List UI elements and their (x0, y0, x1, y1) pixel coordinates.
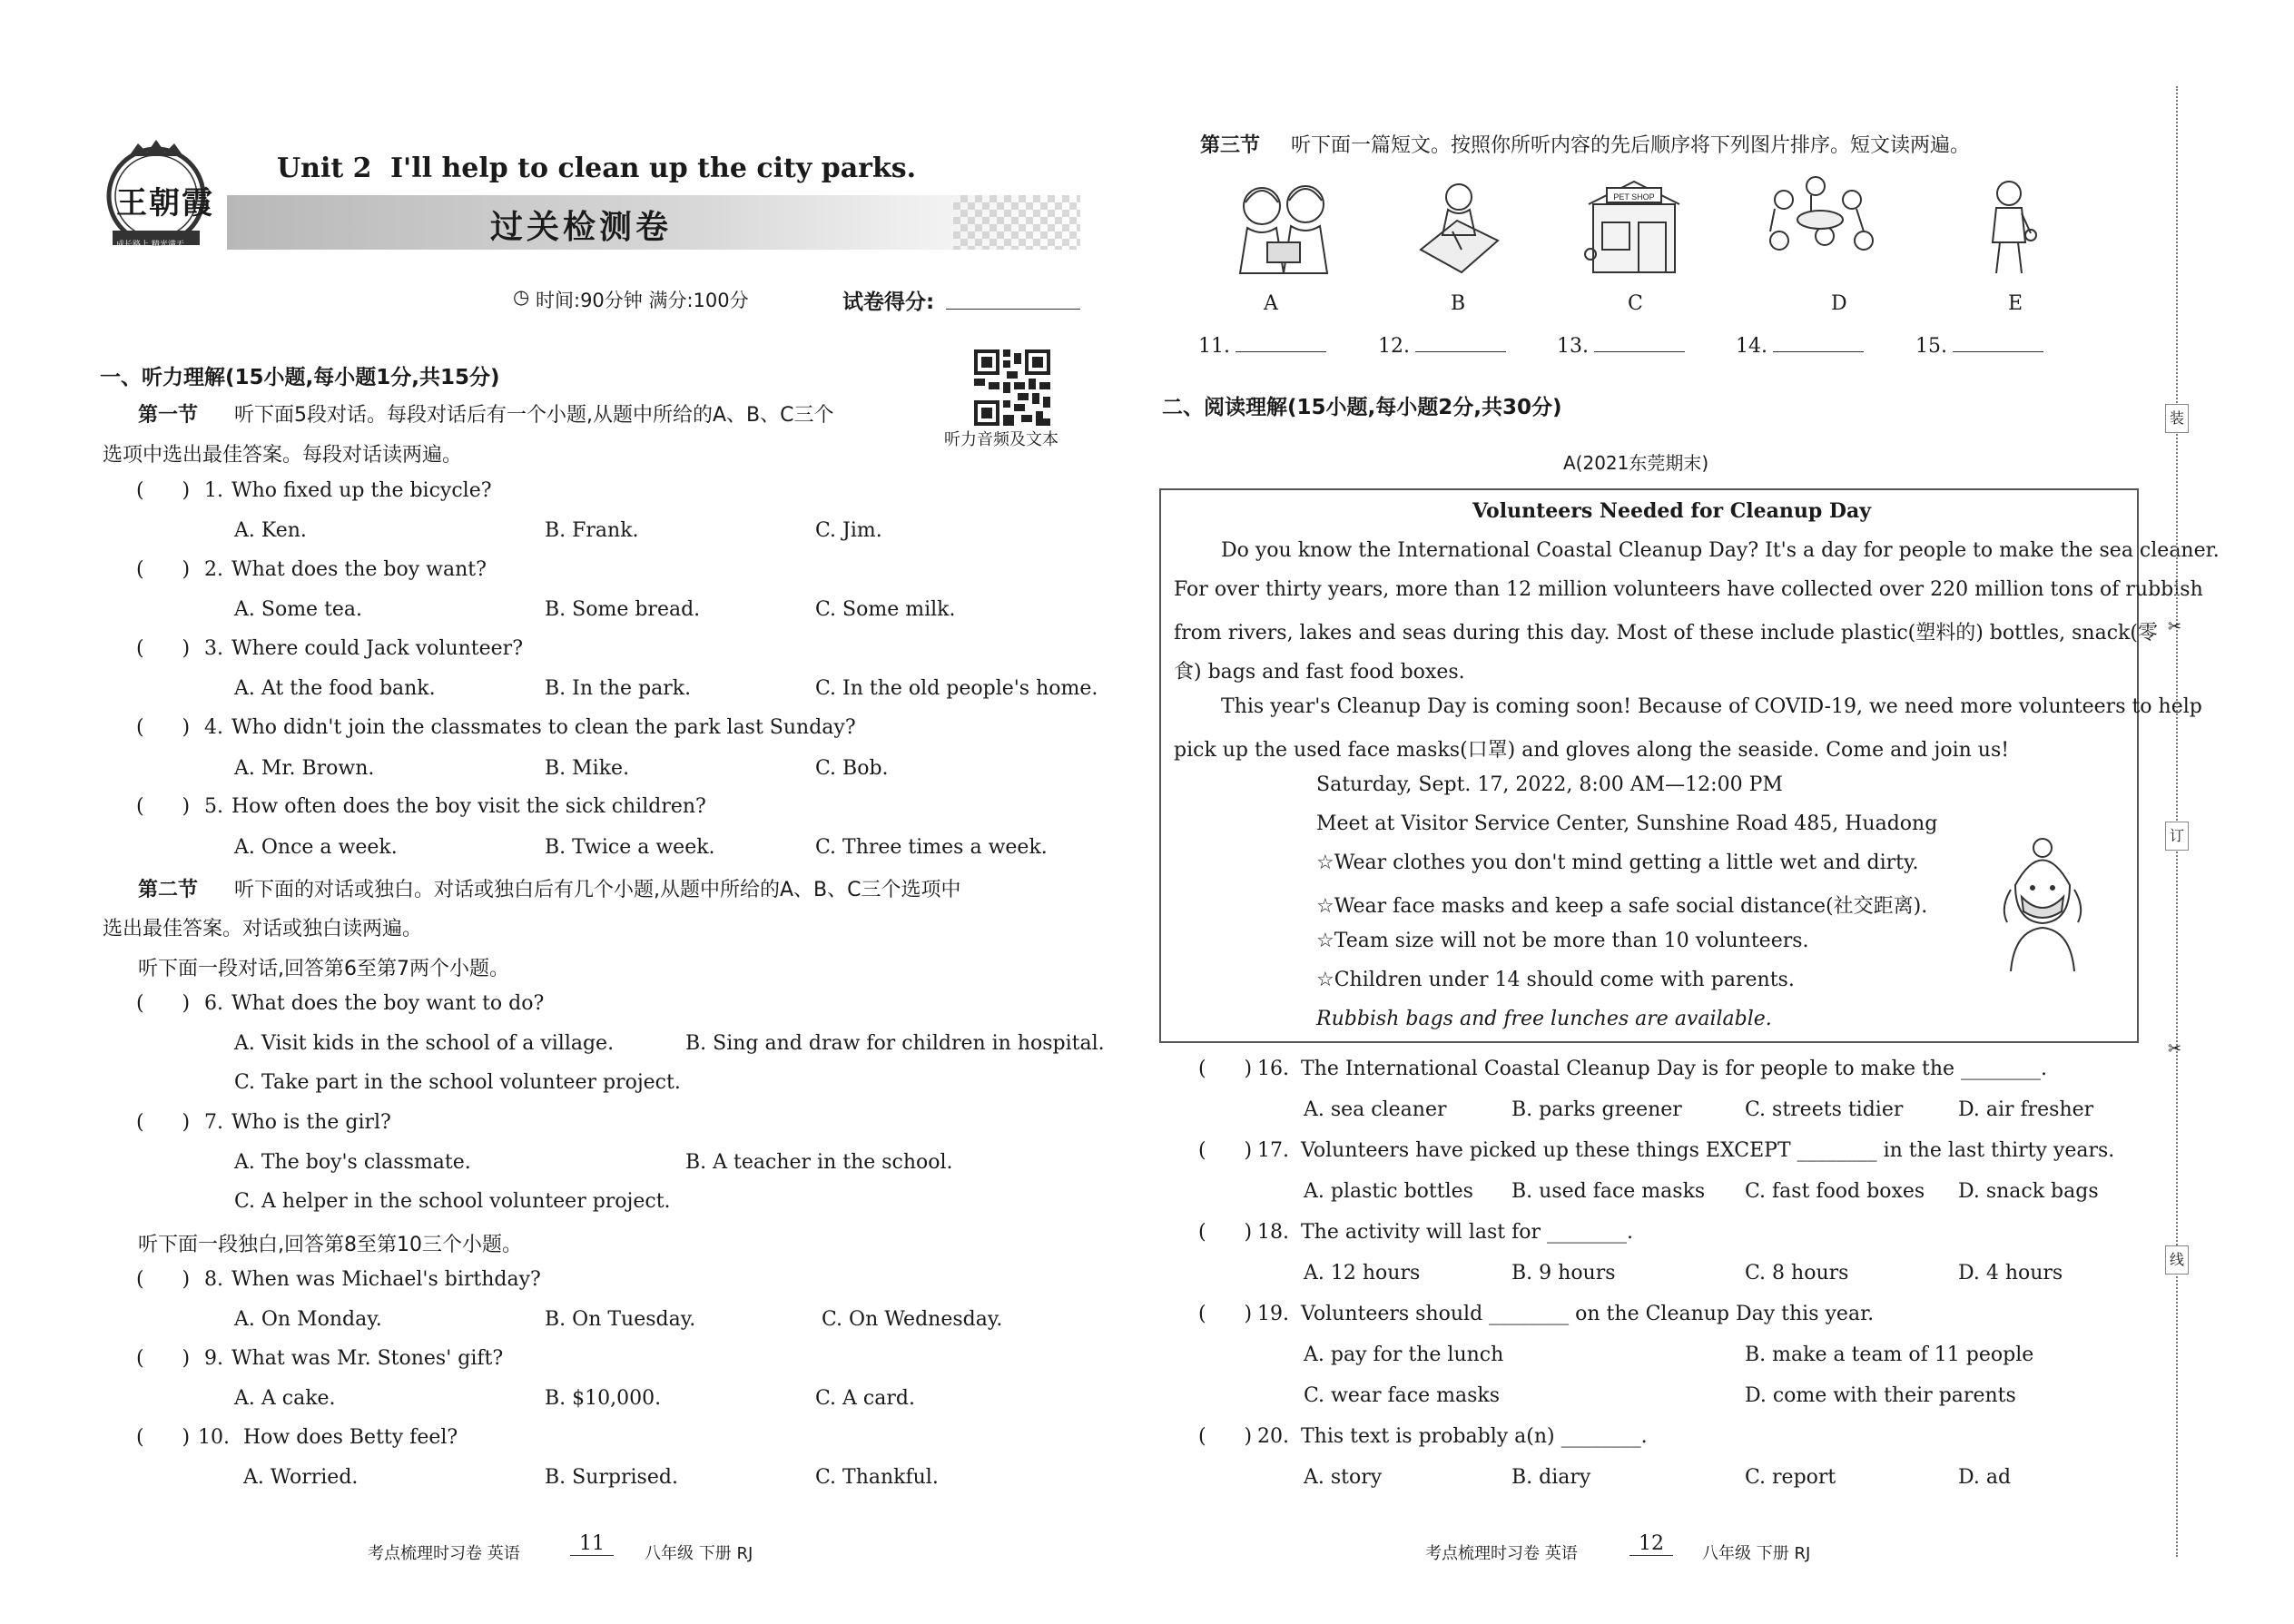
option-c[interactable]: C. Take part in the school volunteer project. (234, 1071, 681, 1094)
picture-label-e: E (2008, 292, 2023, 315)
question-stem: Where could Jack volunteer? (231, 637, 523, 660)
brand-tagline: 成长路上 精光满天 (116, 241, 184, 250)
exam-meta: 时间:90分钟 满分:100分 (536, 290, 749, 311)
blank-11[interactable]: 11. (1198, 335, 1326, 358)
option-a[interactable]: A. The boy's classmate. (234, 1151, 471, 1174)
page-number: 12 (1629, 1532, 1673, 1556)
dialog-intro: 听下面一段对话,回答第6至第7两个小题。 (138, 958, 509, 980)
exam-title: 过关检测卷 (490, 209, 673, 246)
rule-1: ☆Wear clothes you don't mind getting a little wet and dirty. (1316, 851, 1919, 874)
picture-label-a: A (1264, 292, 1278, 315)
question-stem: The activity will last for ________. (1301, 1221, 1633, 1244)
part2-intro: 听下面的对话或独白。对话或独白后有几个小题,从题中所给的A、B、C三个选项中 (234, 879, 961, 901)
option-b[interactable]: B. Some bread. (545, 598, 701, 621)
option-a[interactable]: A. Once a week. (234, 836, 398, 859)
qr-code-icon[interactable] (974, 349, 1050, 426)
answer-paren[interactable]: ( ) (1198, 1221, 1253, 1244)
question-stem: The International Coastal Cleanup Day is for people to make the ________. (1301, 1058, 2047, 1080)
option-b[interactable]: B. Mike. (545, 757, 630, 780)
part1-intro: 听下面5段对话。每段对话后有一个小题,从题中所给的A、B、C三个 (234, 404, 834, 427)
question-stem: Volunteers should ________ on the Cleanup Day this year. (1301, 1303, 1875, 1325)
answer-paren[interactable]: ( ) (136, 1268, 191, 1291)
option-c[interactable]: C. wear face masks (1304, 1384, 1500, 1407)
question-number: 20. (1257, 1425, 1289, 1448)
picture-a-girls-reading (1226, 177, 1344, 277)
option-c[interactable]: C. streets tidier (1745, 1098, 1904, 1121)
option-b[interactable]: B. Frank. (545, 519, 639, 542)
option-a[interactable]: A. Worried. (243, 1466, 359, 1489)
paragraph-1-line-4: 食) bags and fast food boxes. (1174, 661, 1465, 684)
paragraph-1-line-3: from rivers, lakes and seas during this day. Most of these include plastic(塑料的) bottles, snack(零 (1174, 622, 2158, 645)
question-stem: Volunteers have picked up these things EXCEPT ________ in the last thirty years. (1301, 1139, 2115, 1162)
option-b[interactable]: B. parks greener (1511, 1098, 1682, 1121)
option-c[interactable]: C. fast food boxes (1745, 1180, 1925, 1203)
scissors-icon: ✂ (2168, 1039, 2182, 1058)
event-time: Saturday, Sept. 17, 2022, 8:00 AM—12:00 PM (1316, 773, 1783, 796)
part3-label: 第三节 (1200, 134, 1261, 157)
question-stem: This text is probably a(n) ________. (1301, 1425, 1648, 1448)
paragraph-2-line-2: pick up the used face masks(口罩) and gloves along the seaside. Come and join us! (1174, 739, 2010, 762)
option-a[interactable]: A. sea cleaner (1304, 1098, 1447, 1121)
option-c[interactable]: C. Bob. (815, 757, 889, 780)
option-d[interactable]: D. air fresher (1958, 1098, 2094, 1121)
answer-paren[interactable]: ( ) (136, 1347, 191, 1370)
option-c[interactable]: C. Some milk. (815, 598, 956, 621)
part1-label: 第一节 (138, 404, 199, 427)
option-c[interactable]: C. On Wednesday. (822, 1308, 1003, 1331)
question-stem: When was Michael's birthday? (231, 1268, 541, 1291)
part3-intro: 听下面一篇短文。按照你所听内容的先后顺序将下列图片排序。短文读两遍。 (1291, 134, 1971, 157)
part2-intro-cont: 选出最佳答案。对话或独白读两遍。 (103, 918, 423, 940)
picture-d-group-kids (1757, 172, 1884, 277)
unit-number: Unit 2 (277, 153, 372, 184)
option-b[interactable]: B. Surprised. (545, 1466, 678, 1489)
picture-label-b: B (1451, 292, 1466, 315)
notice-title: Volunteers Needed for Cleanup Day (1472, 499, 1872, 523)
picture-b-drawing (1412, 177, 1502, 277)
listening-section-title: 一、听力理解(15小题,每小题1分,共15分) (100, 366, 500, 389)
answer-paren[interactable]: ( ) (136, 795, 191, 818)
question-number: 1. (204, 479, 223, 502)
question-stem: What was Mr. Stones' gift? (231, 1347, 504, 1370)
paragraph-1-line-2: For over thirty years, more than 12 million volunteers have collected over 220 million tons of rubbish (1174, 578, 2203, 601)
option-c[interactable]: C. Thankful. (815, 1466, 939, 1489)
paragraph-1-line-1: Do you know the International Coastal Cleanup Day? It's a day for people to make the sea cleaner. (1221, 539, 2220, 562)
footer-series: 考点梳理时习卷 英语 (368, 1544, 520, 1563)
option-b[interactable]: B. Twice a week. (545, 836, 715, 859)
binding-mark-3: 线 (2165, 1245, 2189, 1275)
time-icon: ◷ (513, 286, 530, 308)
question-number: 7. (204, 1111, 223, 1134)
option-c[interactable]: C. In the old people's home. (815, 677, 1098, 700)
girl-with-mask-illustration (1993, 835, 2092, 976)
question-number: 9. (204, 1347, 223, 1370)
reading-section-title: 二、阅读理解(15小题,每小题2分,共30分) (1162, 396, 1562, 419)
paragraph-2-line-1: This year's Cleanup Day is coming soon! Because of COVID-19, we need more volunteers to help (1221, 695, 2202, 718)
question-stem: How often does the boy visit the sick children? (231, 795, 706, 818)
option-b[interactable]: B. On Tuesday. (545, 1308, 696, 1331)
question-stem: What does the boy want to do? (231, 992, 545, 1015)
score-label: 试卷得分: (842, 290, 935, 314)
question-number: 4. (204, 716, 223, 739)
part1-intro-cont: 选项中选出最佳答案。每段对话读两遍。 (103, 444, 463, 467)
option-d[interactable]: D. ad (1958, 1466, 2012, 1489)
rule-2: ☆Wear face masks and keep a safe social distance(社交距离). (1316, 895, 1928, 918)
pet-shop-sign: PET SHOP (1613, 192, 1655, 202)
option-c[interactable]: C. A card. (815, 1387, 915, 1410)
question-stem: Who fixed up the bicycle? (231, 479, 492, 502)
option-c[interactable]: C. A helper in the school volunteer project. (234, 1190, 671, 1213)
option-c[interactable]: C. Jim. (815, 519, 882, 542)
rule-3: ☆Team size will not be more than 10 volunteers. (1316, 930, 1809, 952)
binding-mark-1: 装 (2165, 404, 2189, 433)
question-number: 10. (198, 1426, 230, 1449)
answer-paren[interactable]: ( ) (136, 558, 191, 581)
answer-paren[interactable]: ( ) (1198, 1058, 1253, 1080)
picture-e-boy (1984, 177, 2038, 277)
answer-paren[interactable]: ( ) (1198, 1303, 1253, 1325)
blank-13[interactable]: 13. (1557, 335, 1685, 358)
question-number: 16. (1257, 1058, 1289, 1080)
answer-paren[interactable]: ( ) (136, 1426, 191, 1449)
option-b[interactable]: B. used face masks (1511, 1180, 1706, 1203)
question-number: 3. (204, 637, 223, 660)
question-stem: Who is the girl? (231, 1111, 391, 1134)
answer-paren[interactable]: ( ) (136, 637, 191, 660)
question-number: 2. (204, 558, 223, 581)
checker-decoration (953, 195, 1080, 250)
notice-note: Rubbish bags and free lunches are available. (1316, 1008, 1772, 1030)
page-number: 11 (570, 1532, 614, 1556)
event-place: Meet at Visitor Service Center, Sunshine Road 485, Huadong (1316, 812, 1938, 835)
scissors-icon: ✂ (2168, 617, 2182, 636)
question-number: 8. (204, 1268, 223, 1291)
footer-series: 考点梳理时习卷 英语 (1425, 1544, 1578, 1563)
option-a[interactable]: A. At the food bank. (234, 677, 436, 700)
option-b[interactable]: B. 9 hours (1511, 1262, 1616, 1284)
question-stem: What does the boy want? (231, 558, 487, 581)
question-number: 6. (204, 992, 223, 1015)
question-stem: How does Betty feel? (243, 1426, 458, 1449)
qr-caption: 听力音频及文本 (944, 430, 1058, 449)
picture-label-d: D (1831, 292, 1847, 315)
option-a[interactable]: A. Visit kids in the school of a village. (234, 1032, 615, 1055)
option-a[interactable]: A. Ken. (234, 519, 307, 542)
option-b[interactable]: B. In the park. (545, 677, 692, 700)
option-a[interactable]: A. 12 hours (1304, 1262, 1421, 1284)
picture-c-pet-shop (1580, 177, 1689, 277)
option-c[interactable]: C. report (1745, 1466, 1836, 1489)
passage-label: A(2021东莞期末) (1563, 452, 1709, 474)
answer-paren[interactable]: ( ) (1198, 1139, 1253, 1162)
option-b[interactable]: B. diary (1511, 1466, 1591, 1489)
binding-mark-2: 订 (2165, 822, 2189, 851)
question-number: 18. (1257, 1221, 1289, 1244)
monologue-intro: 听下面一段独白,回答第8至第10三个小题。 (138, 1234, 522, 1256)
option-a[interactable]: A. A cake. (234, 1387, 336, 1410)
option-a[interactable]: A. On Monday. (234, 1308, 382, 1331)
question-stem: Who didn't join the classmates to clean the park last Sunday? (231, 716, 856, 739)
option-a[interactable]: A. Mr. Brown. (234, 757, 375, 780)
blank-15[interactable]: 15. (1915, 335, 2043, 358)
option-b[interactable]: B. Sing and draw for children in hospital. (685, 1032, 1105, 1055)
answer-paren[interactable]: ( ) (136, 1111, 191, 1134)
option-b[interactable]: B. $10,000. (545, 1387, 662, 1410)
option-a[interactable]: A. plastic bottles (1304, 1180, 1473, 1203)
unit-title: I'll help to clean up the city parks. (390, 153, 917, 184)
option-d[interactable]: D. come with their parents (1745, 1384, 2016, 1407)
question-number: 19. (1257, 1303, 1289, 1325)
option-a[interactable]: A. story (1304, 1466, 1383, 1489)
question-number: 17. (1257, 1139, 1289, 1162)
option-a[interactable]: A. pay for the lunch (1304, 1343, 1504, 1366)
footer-grade: 八年级 下册 RJ (1702, 1544, 1811, 1563)
question-number: 5. (204, 795, 223, 818)
option-c[interactable]: C. Three times a week. (815, 836, 1048, 859)
part2-label: 第二节 (138, 879, 199, 901)
option-a[interactable]: A. Some tea. (234, 598, 363, 621)
answer-paren[interactable]: ( ) (1198, 1425, 1253, 1448)
option-b[interactable]: B. A teacher in the school. (685, 1151, 953, 1174)
picture-label-c: C (1628, 292, 1643, 315)
brand-name: 王朝霞 (116, 185, 214, 221)
option-d[interactable]: D. snack bags (1958, 1180, 2099, 1203)
answer-paren[interactable]: ( ) (136, 716, 191, 739)
footer-grade: 八年级 下册 RJ (645, 1544, 753, 1563)
option-c[interactable]: C. 8 hours (1745, 1262, 1849, 1284)
blank-12[interactable]: 12. (1378, 335, 1506, 358)
answer-paren[interactable]: ( ) (136, 479, 191, 502)
option-b[interactable]: B. make a team of 11 people (1745, 1343, 2034, 1366)
answer-paren[interactable]: ( ) (136, 992, 191, 1015)
blank-14[interactable]: 14. (1736, 335, 1864, 358)
option-d[interactable]: D. 4 hours (1958, 1262, 2063, 1284)
score-blank[interactable] (946, 309, 1080, 310)
rule-4: ☆Children under 14 should come with parents. (1316, 969, 1795, 991)
